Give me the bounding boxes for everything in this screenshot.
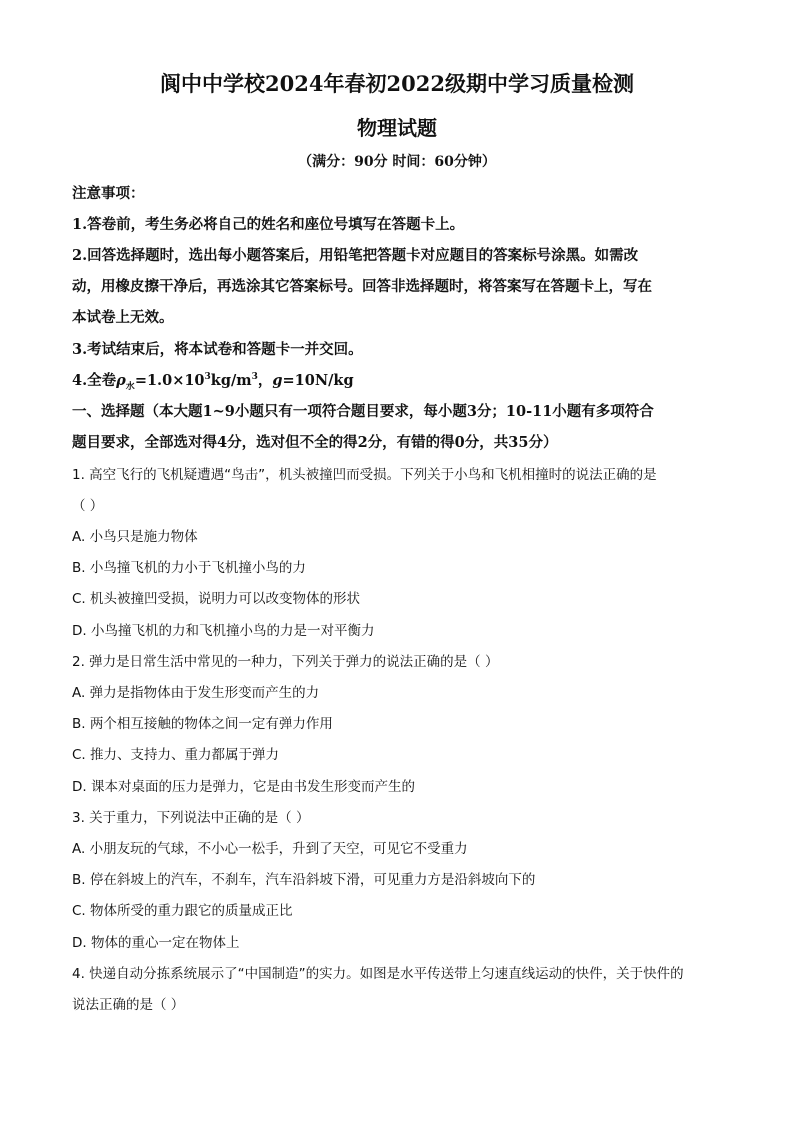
question-option: A. 小鸟只是施力物体 [72,529,198,545]
question-stem-cont: 说法正确的是（ ） [72,997,185,1013]
question-option: D. 小鸟撞飞机的力和飞机撞小鸟的力是一对平衡力 [72,623,375,639]
density-value: =1.0×10 [134,372,205,389]
question-option: A. 弹力是指物体由于发生形变而产生的力 [72,685,320,701]
question-option: A. 小朋友玩的气球，不小心一松手，升到了天空，可见它不受重力 [72,841,468,857]
constants-prefix: 4.全卷 [72,372,117,389]
notice-heading: 注意事项： [72,185,145,202]
question-option: B. 小鸟撞飞机的力小于飞机撞小鸟的力 [72,560,306,576]
section-heading-cont: 题目要求，全部选对得4分，选对但不全的得2分，有错的得0分，共35分） [72,434,558,451]
exam-meta: （满分：90分 时间：60分钟） [298,154,496,170]
question-stem: 4. 快递自动分拣系统展示了“中国制造”的实力。如图是水平传送带上匀速直线运动的快件，关于快件的 [72,966,684,982]
question-stem: 3. 关于重力，下列说法中正确的是（ ） [72,810,310,826]
question-option: D. 课本对桌面的压力是弹力，它是由书发生形变而产生的 [72,779,415,795]
unit-exponent: 3 [251,372,258,383]
notice-item-constants [72,369,732,390]
notice-item: 2.回答选择题时，选出每小题答案后，用铅笔把答题卡对应题目的答案标号涂黑。如需改 [72,247,639,264]
question-option: B. 两个相互接触的物体之间一定有弹力作用 [72,716,333,732]
constants-separator: ， [257,372,273,389]
section-heading: 一、选择题（本大题1~9小题只有一项符合题目要求，每小题3分；10-11小题有多项符合 [72,403,654,420]
question-option: C. 物体所受的重力跟它的质量成正比 [72,903,293,919]
question-option: B. 停在斜坡上的汽车，不刹车，汽车沿斜坡下滑，可见重力方是沿斜坡向下的 [72,872,536,888]
notice-item: 动，用橡皮擦干净后，再选涂其它答案标号。回答非选择题时，将答案写在答题卡上，写在 [72,278,652,295]
subject-title: 物理试题 [357,116,437,140]
question-option: C. 机头被撞凹受损，说明力可以改变物体的形状 [72,591,361,607]
question-option: D. 物体的重心一定在物体上 [72,935,240,951]
question-stem: 2. 弹力是日常生活中常见的一种力，下列关于弹力的说法正确的是（ ） [72,654,499,670]
g-value: =10N/kg [282,372,354,389]
notice-item: 1.答卷前，考生务必将自己的姓名和座位号填写在答题卡上。 [72,216,465,233]
water-subscript: 水 [125,381,135,392]
question-option: C. 推力、支持力、重力都属于弹力 [72,747,280,763]
exam-title: 阆中中学校2024年春初2022级期中学习质量检测 [160,71,634,96]
rho-symbol: ρ [116,372,126,389]
density-unit: kg/m [210,372,252,389]
notice-item: 3.考试结束后，将本试卷和答题卡一并交回。 [72,341,363,358]
question-stem: 1. 高空飞行的飞机疑遭遇“鸟击”，机头被撞凹而受损。下列关于小鸟和飞机相撞时的说法正确的是 [72,467,657,483]
density-exponent: 3 [204,372,211,383]
notice-item: 本试卷上无效。 [72,309,174,326]
g-symbol: g [272,372,283,389]
question-stem-cont: （ ） [72,498,104,514]
